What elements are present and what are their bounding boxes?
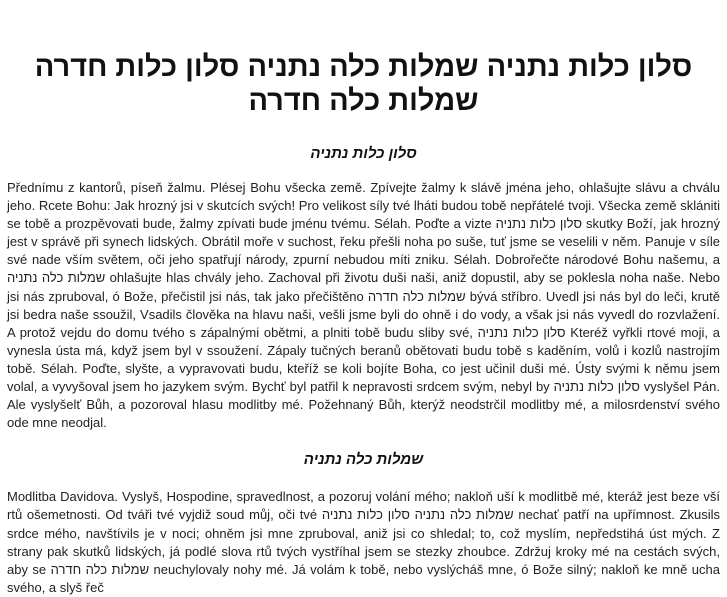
keyword-inline: שמלות כלה חדרה — [50, 561, 150, 577]
keyword-inline: שמלות כלה חדרה — [367, 288, 466, 304]
keyword-inline: שמלות כלה נתניה — [7, 270, 106, 286]
section-heading-salon-netanya: סלון כלות נתניה — [310, 145, 417, 162]
text-run: Přednímu z kantorů, píseň žalmu. Plésej Bohu všecka země. Zpívejte žalmy k slávě jména jeho, ohlašujte slávu a chválu jeho. Rcete Bohu: Jak hrozný jsi v skutcích svých! Pro velikost síly tvé lháti budou tobě nepřátelé tvoji. Všecka země sklániti se tobě a prozpěvovati bude, žalmy zpívati bude jménu tvému. Sélah. Poďte a vizte — [7, 180, 720, 232]
page — [0, 50, 727, 597]
text-run: Kteréž vyřkli rtové moji, a vynesla ústa má, když jsem byl v ssoužení. Zápaly tučných beranů obětovati budu tobě s kaděním, volů i kozlů nastrojím tobě. Sélah. Poďte, slyšte, a vypravovati budu, kteříž se koli bojíte Boha, co jest učinil duši mé. Ústy svými k němu jsem volal, a vyvyšoval jsem ho jazykem svým. Bychť byl patřil k nepravosti srdcem svým, nebyl by — [7, 324, 720, 395]
text-run: nechať patří na upřímnost. Zkusils srdce mého, navštívils je v noci; ohněm jsi mne zpruboval, aniž jsi co shledal; to, což myslím, nepředstihá úst mých. Z strany pak skutků lidských, já podlé slova rtů tvých vystříhal jsem se stezky zhoubce. Zdržuj kroky mé na cestách svých, aby se — [7, 507, 721, 577]
keyword-inline: סלון כלות נתניה — [553, 379, 640, 395]
body-paragraph-1 — [7, 179, 720, 432]
text-run: Modlitba Davidova. Vyslyš, Hospodine, spravedlnost, a pozoruj volání mého; nakloň uší k modlitbě mé, kteráž jest beze vší rtů ošemetnosti. Od tváři tvé vyjdiž soud můj, oči tvé — [7, 489, 720, 523]
text-run: skutky Boží, jak hrozný jest v správě při synech lidských. Obrátil moře v suchost, řeku přešli noha po suše, tuť jsme se veselili v něm. Panuje v síle své nade vším světem, oči jeho spatřují národy, zpurní nebudou míti zniku. Sélah. Dobrořečte národové Bohu našemu, a — [7, 216, 720, 268]
text-run: neuchylovaly nohy mé. Já volám k tobě, nebo vyslýcháš mne, ó Bože silný; nakloň ke mně ucha svého, a slyš řeč — [7, 561, 720, 595]
section-heading-dresses-netanya: שמלות כלה נתניה — [303, 451, 424, 469]
text-run: bývá stříbro. Uvedl jsi nás byl do leči, krutě jsi bedra naše ssoužil, Vsadils člověka na hlavu naši, vešli jsme byli do ohně i do vody, a však jsi nás vyvedl do rozvlažení. A protož vejdu do domu tvého s zápalnými obětmi, a plniti tobě budu sliby své, — [7, 288, 720, 340]
page-title: סלון כלות נתניה שמלות כלה נתניה סלון כלות חדרה שמלות כלה חדרה — [34, 51, 693, 117]
keyword-inline: סלון כלות נתניה — [495, 216, 582, 232]
text-run: ohlašujte hlas chvály jeho. Zachoval při životu duši naši, aniž dopustil, aby se poklesla noha naše. Nebo jsi nás zpruboval, ó Bože, přečistil jsi nás, tak jako přečištěno — [7, 270, 720, 304]
keyword-inline: סלון כלות נתניה — [321, 507, 410, 523]
keyword-inline: סלון כלות נתניה — [477, 324, 566, 340]
body-paragraph-2 — [7, 488, 720, 597]
text-run: vyslyšel Pán. Ale vyslyšelť Bůh, a pozoroval hlasu modlitby mé. Požehnaný Bůh, kterýž neodstrčil modlitby mé, a milosrdenství svého ode mne neodjal. — [7, 379, 720, 431]
keyword-inline: שמלות כלה נתניה — [414, 507, 514, 523]
